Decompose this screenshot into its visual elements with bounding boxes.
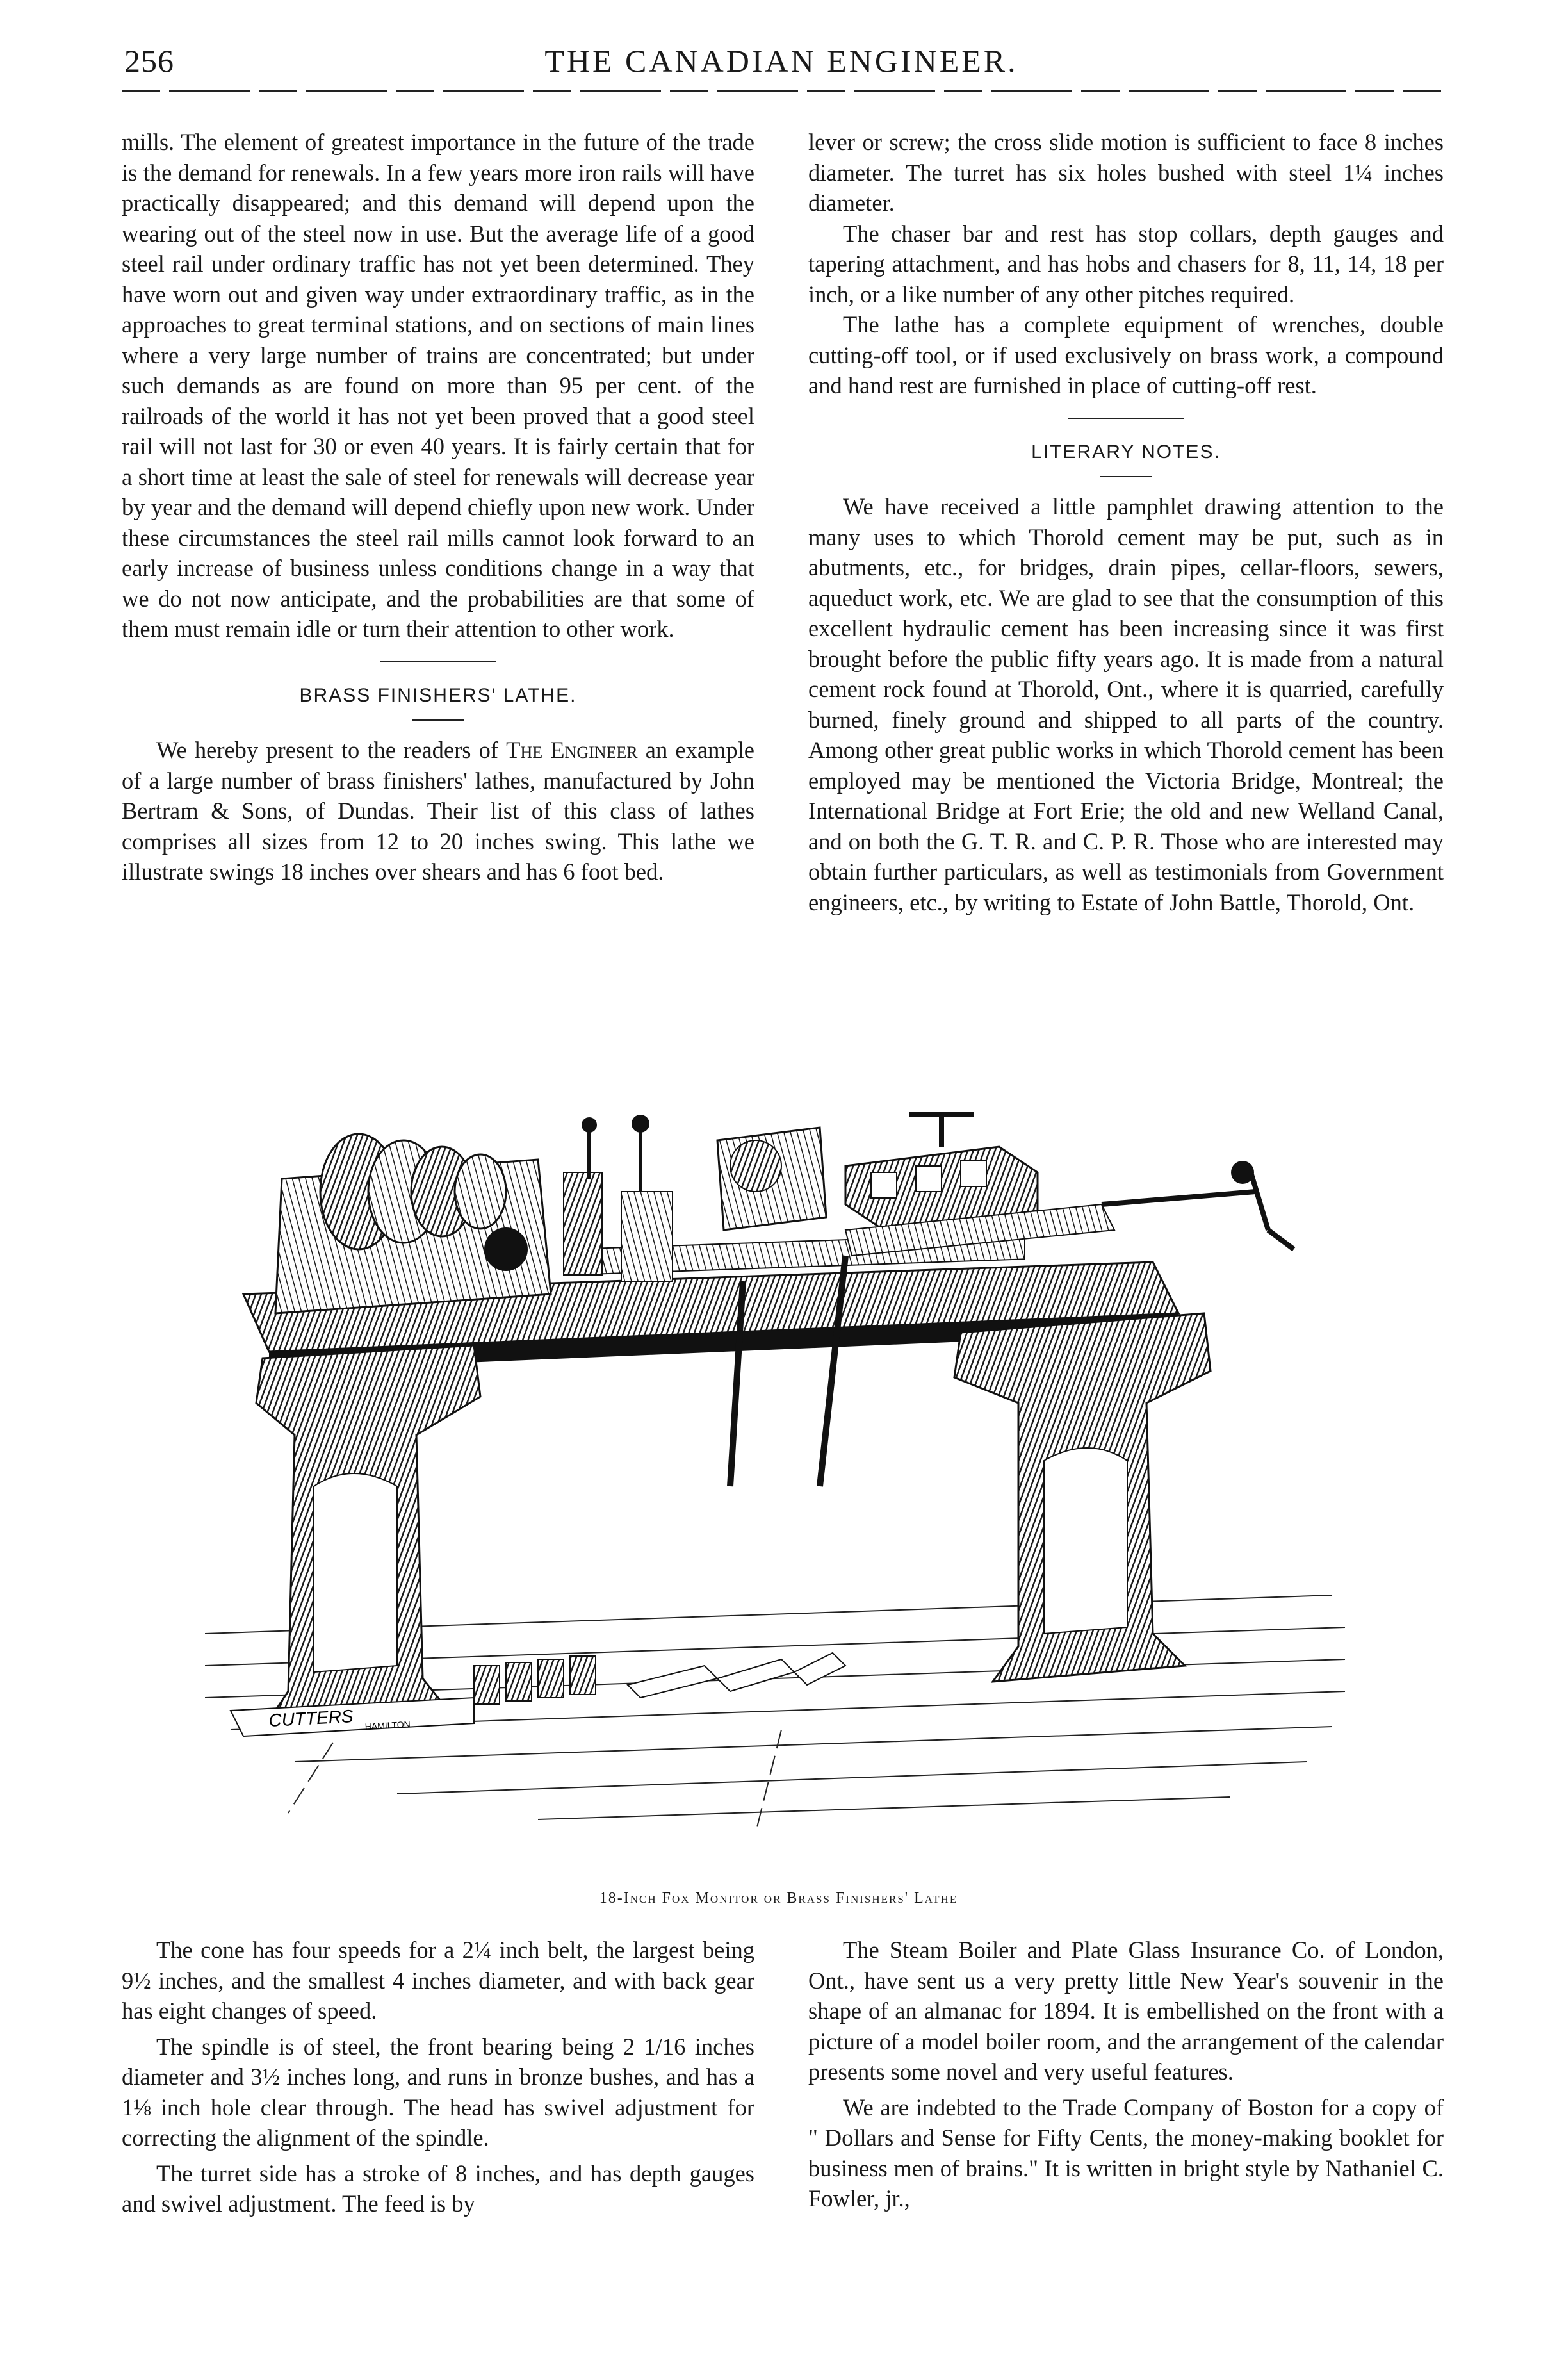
paragraph-cone-speeds: The cone has four speeds for a 2¼ inch belt, the largest being 9½ inches, and the smallest 4 inches diameter, and with back gear has eight changes of speed.	[122, 1937, 754, 2024]
paragraph-thorold-cement: We have received a little pamphlet drawing attention to the many uses to which Thorold cement may be put, such as in abutments, etc., for bridges, drain pipes, cellar-floors, sewers, aqueduct work, etc. We are glad to see that the consumption of this excellent hydraulic cement has been increasing since it was first brought before the public fifty years ago. It is made from a natural cement rock found at Thorold, Ont., where it is quarried, carefully burned, finely ground and shipped to all parts of the country. Among other great public works in which Thorold cement has been employed may be mentioned the Victoria Bridge, Montreal; the International Bridge at Fort Erie; the old and new Welland Canal, and on both the G. T. R. and C. P. R. Those who are interested may obtain further particulars, as well as testimonials from Government engineers, etc., by writing to Estate of John Battle, Thorold, Ont.	[808, 493, 1444, 915]
header-rule	[122, 90, 1441, 92]
paragraph-chaser-bar: The chaser bar and rest has stop collars, depth gauges and tapering attachment, and has hobs and chasers for 8, 11, 14, 18 per inch, or a like number of any other pitches required.	[808, 220, 1444, 308]
heading-rule	[1100, 476, 1152, 477]
lathe-engraving	[205, 1102, 1351, 1883]
paragraph-steam-boiler: The Steam Boiler and Plate Glass Insurance Co. of London, Ont., have sent us a very pretty little New Year's souvenir in the shape of an almanac for 1894. It is embellished on the front with a picture of a model boiler room, and the arrangement of the calendar presents some novel and very useful features.	[808, 1937, 1444, 2085]
paragraph-lathe-intro	[122, 735, 754, 887]
paragraph-lever-screw: lever or screw; the cross slide motion is sufficient to face 8 inches diameter. The turret has six holes bushed with steel 1¼ inches diameter.	[808, 129, 1444, 216]
heading-rule	[412, 719, 464, 721]
page-number: 256	[124, 43, 174, 79]
paragraph-trade-company: We are indebted to the Trade Company of Boston for a copy of " Dollars and Sense for Fifty Cents, the money-making booklet for business men of brains." It is written in bright style by Nathaniel C. Fowler, jr.,	[808, 2094, 1444, 2212]
paragraph-turret-side: The turret side has a stroke of 8 inches, and has depth gauges and swivel adjustment. The feed is by	[122, 2160, 754, 2217]
text-fragment: an example of a large number of brass finishers' lathes, manufactured by John Bertram & Sons, of Dundas. Their list of this class of lathes comprises all sizes from 12 to 20 inches swing. This lathe we illustrate swings 18 inches over shears and has 6 foot bed.	[122, 737, 754, 885]
paragraph-steel-rails: mills. The element of greatest importance in the future of the trade is the demand for renewals. In a few years more iron rails will have practically disappeared; and this demand will depend upon the wearing out of the steel now in use. But the average life of a good steel rail under ordinary traffic has not yet been determined. They have worn out and given way under extraordinary traffic, as in the approaches to great terminal stations, and on sections of main lines where a very large number of trains are concentrated; but under such demands as are found on more than 95 per cent. of the railroads of the world it has not yet been proved that a good steel rail will not last for 30 or even 40 years. It is fairly certain that for a short time at least the sale of steel for renewals will decrease year by year and the demand will depend chiefly upon new work. Under these circumstances the steel rail mills cannot look forward to an early increase of business unless conditions change in a way that we do not now anticipate, and the probabilities are that some of them must remain idle or turn their attention to other work.	[122, 129, 754, 642]
feed-handles	[1102, 1166, 1294, 1249]
floor-label-cutters: CUTTERS	[268, 1706, 354, 1730]
publication-name: The Engineer	[506, 737, 638, 763]
section-divider	[1068, 418, 1184, 419]
heading-literary-notes: LITERARY NOTES.	[1031, 441, 1221, 463]
page-header	[122, 42, 1441, 88]
paragraph-equipment: The lathe has a complete equipment of wrenches, double cutting-off tool, or if used exclusively on brass work, a compound and hand rest are furnished in place of cutting-off rest.	[808, 311, 1444, 398]
column-left-top	[122, 127, 754, 887]
column-right-top	[808, 127, 1444, 917]
lathe-illustration	[205, 1102, 1351, 1883]
heading-brass-finishers-lathe: BRASS FINISHERS' LATHE.	[299, 684, 577, 706]
section-divider	[380, 661, 496, 662]
column-right-bottom	[808, 1935, 1444, 2214]
text-fragment: We hereby present to the readers of	[156, 737, 507, 763]
figure-caption: 18-Inch Fox Monitor or Brass Finishers' Lathe	[599, 1890, 958, 1907]
column-left-bottom	[122, 1935, 754, 2219]
paragraph-spindle: The spindle is of steel, the front bearing being 2 1/16 inches diameter and 3½ inches long, and runs in bronze bushes, and has a 1⅛ inch hole clear through. The head has swivel adjustment for correcting the alignment of the spindle.	[122, 2033, 754, 2151]
running-head: THE CANADIAN ENGINEER.	[544, 43, 1018, 79]
floor-label-hamilton: HAMILTON	[364, 1719, 411, 1732]
